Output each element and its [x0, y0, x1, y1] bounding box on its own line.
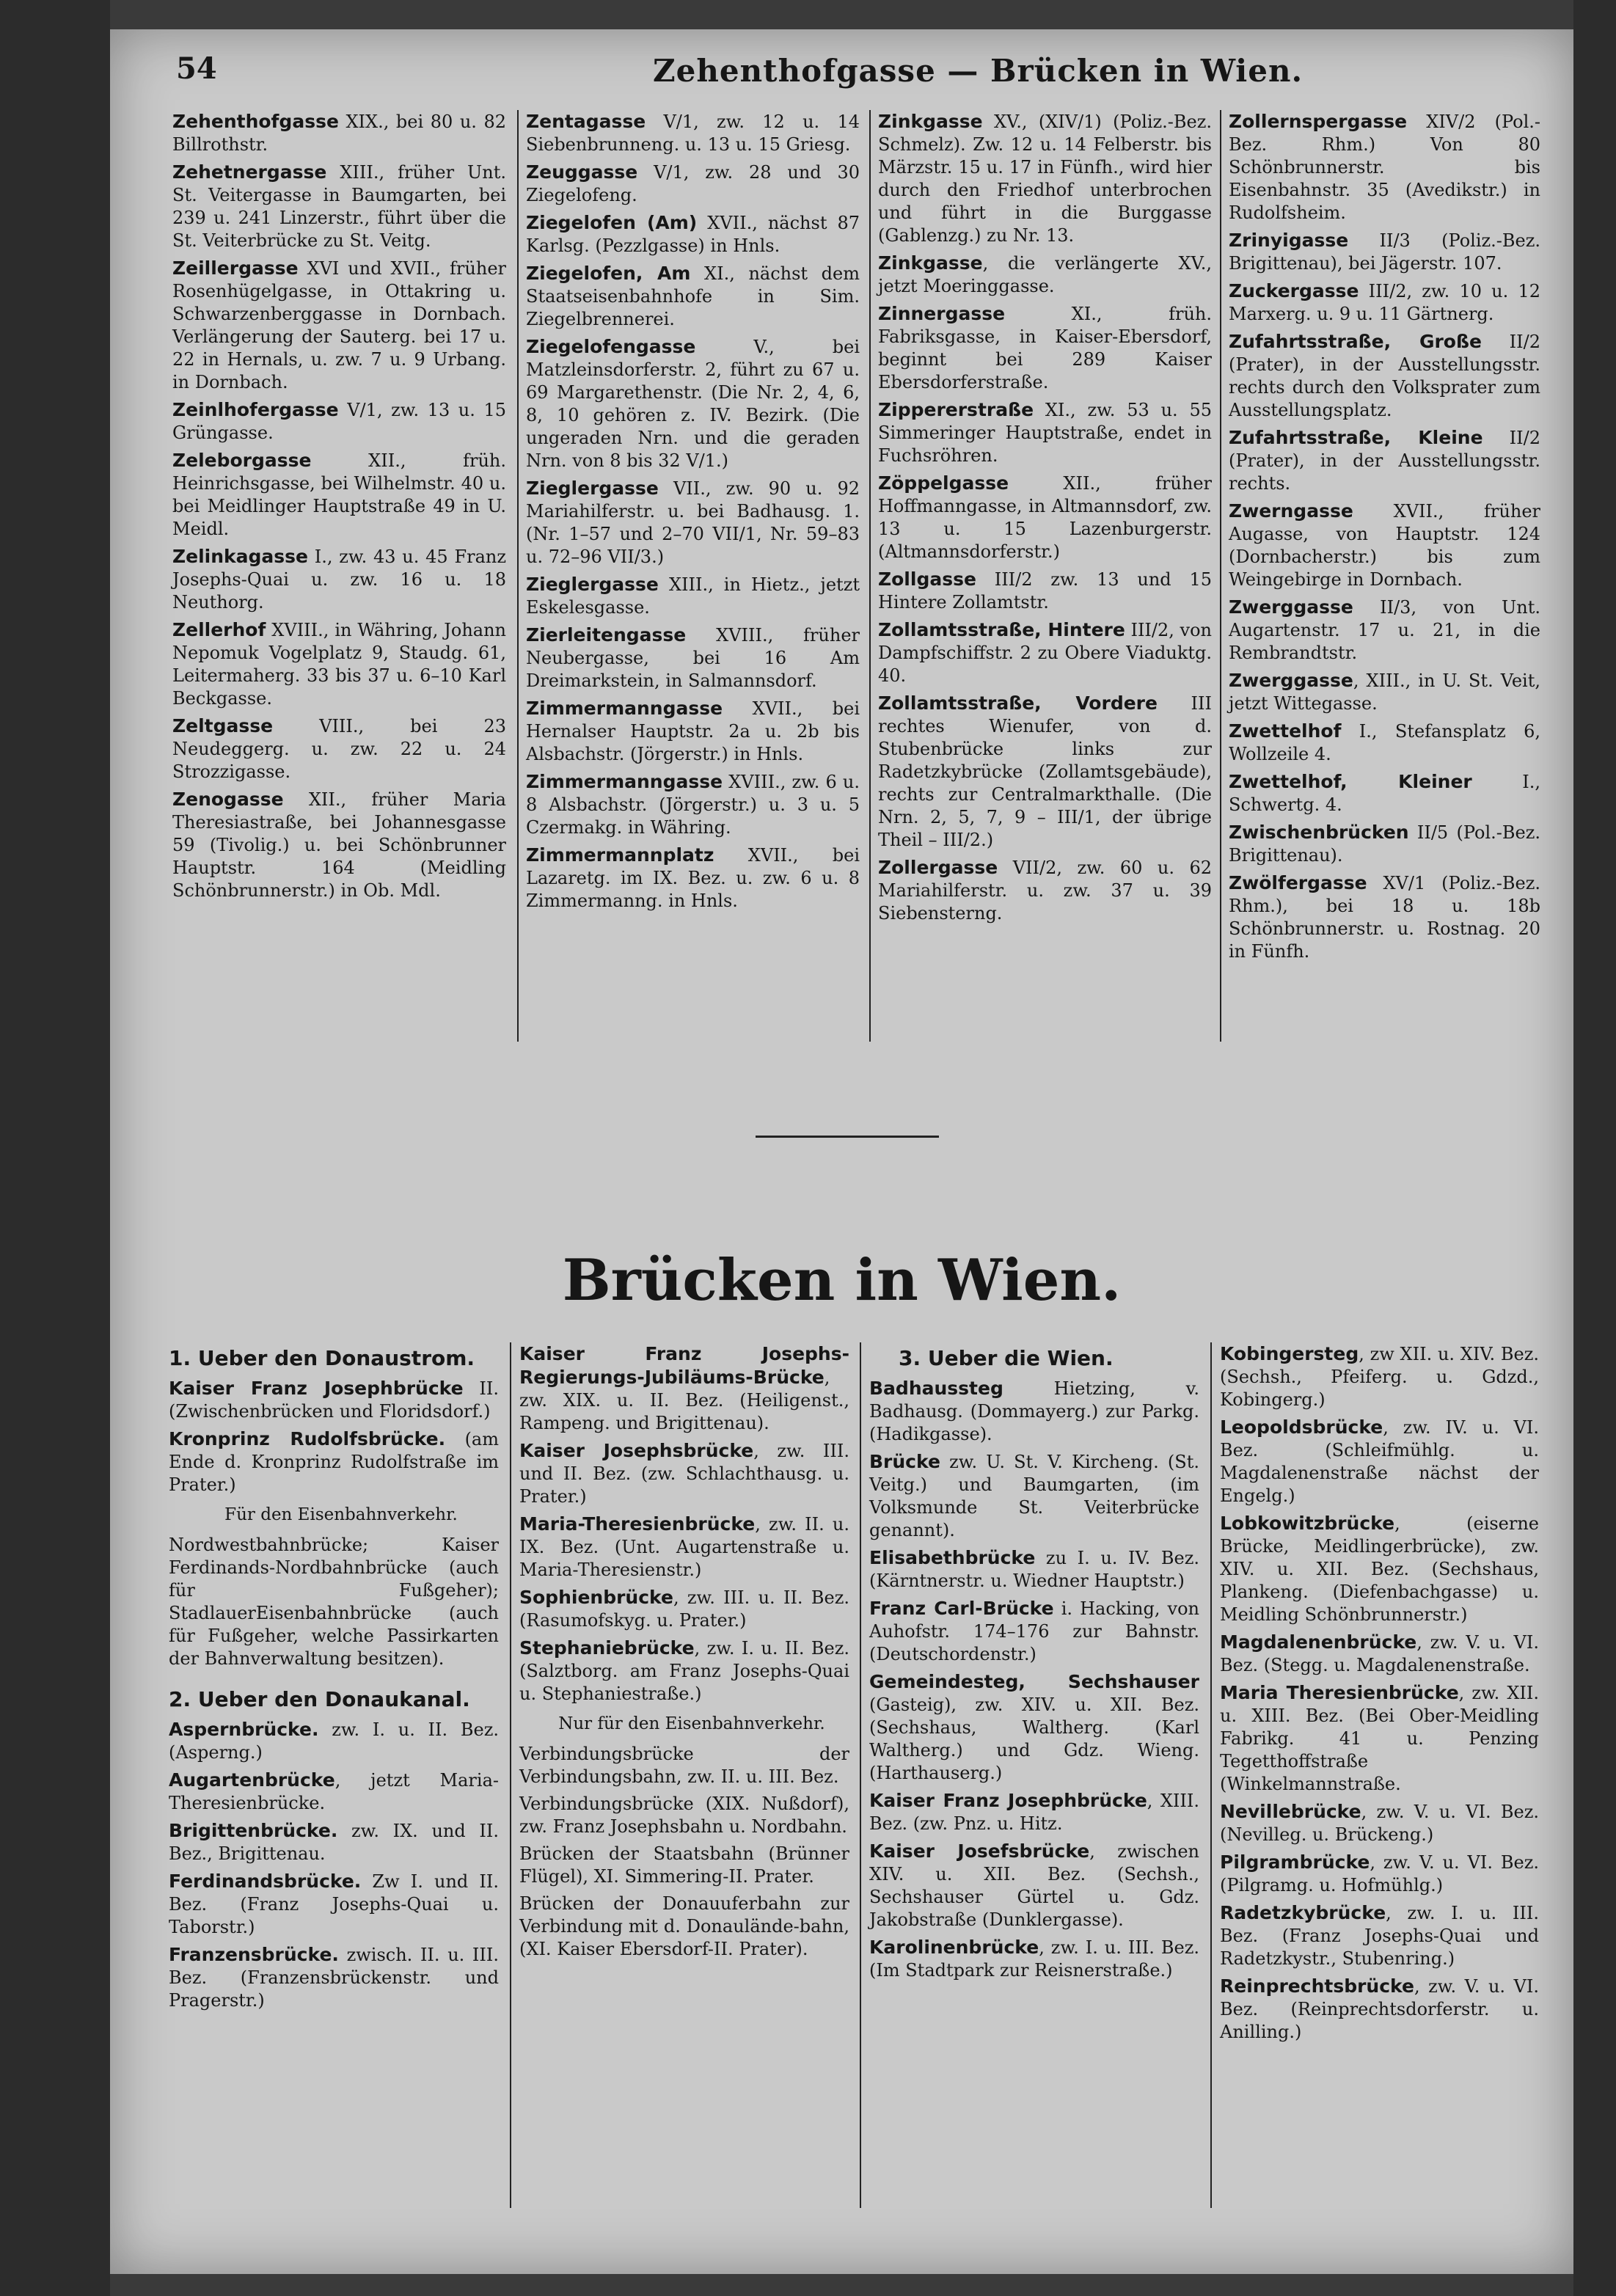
- rail-bridge-entry: Verbindungsbrücke der Verbindungsbahn, zw. II. u. III. Bez.: [519, 1744, 849, 1787]
- bridge-entry-heading: Nevillebrücke: [1220, 1801, 1361, 1822]
- street-entry-text: XVII., nächst 87 Karlsg. (Pezzlgasse) in Hnls.: [526, 213, 860, 256]
- street-entry-heading: Zeillergasse: [172, 257, 299, 279]
- street-entry: [878, 252, 1212, 298]
- column-rule: [869, 110, 871, 1042]
- street-entry-heading: Zwerngasse: [1229, 500, 1353, 522]
- street-entry-text: XIII., in Hietz., jetzt Eskelesgasse.: [526, 574, 860, 618]
- street-column-4: [1229, 110, 1540, 968]
- bridge-entry-heading: Kaiser Franz Josephs-Regierungs-Jubiläums-Brücke: [519, 1343, 849, 1388]
- street-entry-text: VII/2, zw. 60 u. 62 Mariahilferstr. u. zw. 37 u. 39 Siebensterng.: [878, 858, 1212, 924]
- bridge-entry-text: II. (Zwischenbrücken und Floridsdorf.): [169, 1378, 499, 1422]
- street-entry-text: V/1, zw. 12 u. 14 Siebenbrunneng. u. 13 u. 15 Griesg.: [526, 111, 860, 155]
- bridge-entry: [1220, 1800, 1539, 1846]
- street-entry: [878, 472, 1212, 563]
- street-entry: [878, 110, 1212, 247]
- bridge-entry-text: , zw. I. u. III. Bez. (Im Stadtpark zur Reisnerstraße.): [869, 1937, 1199, 1981]
- street-entry: [172, 161, 506, 252]
- street-entry: [878, 856, 1212, 925]
- bridge-entry-text: Zw I. und II. Bez. (Franz Josephs-Quai u. Taborstr.): [169, 1871, 499, 1937]
- bridge-entry-heading: Karolinenbrücke: [869, 1937, 1039, 1958]
- street-entry: [526, 110, 860, 156]
- bridge-entry-text: (am Ende d. Kronprinz Rudolfstraße im Prater.): [169, 1429, 499, 1495]
- street-entry-heading: Zwettelhof, Kleiner: [1229, 771, 1472, 792]
- street-entry-text: XVII., bei Hernalser Hauptstr. 2a u. 2b bis Alsbachstr. (Jörgerstr.) in Hnls.: [526, 698, 860, 764]
- bridge-column-1: [169, 1342, 499, 2017]
- bridge-entry: [1220, 1416, 1539, 1507]
- bridge-column-3: [869, 1342, 1199, 1986]
- street-entry-text: XII., früher Hoffmanngasse, in Altmannsdorf, zw. 13 u. 15 Lazenburgerstr. (Altmannsdorferstr.): [878, 473, 1212, 562]
- street-entry: [878, 568, 1212, 614]
- street-entry-heading: Zierleitengasse: [526, 624, 687, 646]
- bridge-entry: [869, 1936, 1199, 1982]
- street-entry: [526, 770, 860, 839]
- street-entry-text: II/3 (Poliz.-Bez. Brigittenau), bei Jägerstr. 107.: [1229, 230, 1540, 274]
- street-entry-text: III rechtes Wienufer, von d. Stubenbrücke links zur Radetzkybrücke (Zollamtsgebäude), rechts zur Centralmarkthalle. (Die Nrn. 2, 5, 7, 9 – III/1, der übrige Theil – III/2.): [878, 693, 1212, 850]
- bridge-entry-heading: Aspernbrücke.: [169, 1719, 319, 1740]
- street-entry-heading: Zinkgasse: [878, 252, 983, 274]
- street-entry-heading: Zimmermanngasse: [526, 771, 723, 792]
- bridge-entry-heading: Magdalenenbrücke: [1220, 1631, 1417, 1653]
- street-entry-text: XV., (XIV/1) (Poliz.-Bez. Schmelz). Zw. 12 u. 14 Felberstr. bis Märzstr. 15 u. 17 in Fünfh., wird hier durch den Friedhof unterbrochen und führt in die Burggasse (Gablenzg.) zu Nr. 13.: [878, 111, 1212, 246]
- bridge-entry: [519, 1342, 849, 1435]
- subheading-rail: Für den Eisenbahnverkehr.: [224, 1505, 458, 1524]
- right-scan-margin: [1573, 0, 1616, 2296]
- bridge-entry-text: zw. IX. und II. Bez., Brigittenau.: [169, 1821, 499, 1864]
- bridge-entry: [519, 1586, 849, 1632]
- bridge-entry-heading: Kaiser Josephsbrücke: [519, 1440, 754, 1461]
- bridge-entry-text: , zw. I. u. II. Bez. (Salztborg. am Franz Josephs-Quai u. Stephaniestraße.): [519, 1638, 849, 1704]
- bridge-entry: [869, 1450, 1199, 1542]
- street-entry-text: V/1, zw. 28 und 30 Ziegelofeng.: [526, 162, 860, 205]
- street-entry: [172, 449, 506, 541]
- street-entry-heading: Zwölfergasse: [1229, 872, 1367, 893]
- street-entry: [1229, 770, 1540, 816]
- street-entry: [1229, 426, 1540, 495]
- bridge-entry-text: , zw. V. u. VI. Bez. (Reinprechtsdorferstr. u. Anilling.): [1220, 1976, 1539, 2042]
- street-entry-heading: Zufahrtsstraße, Kleine: [1229, 427, 1483, 448]
- street-entry-heading: Zwettelhof: [1229, 720, 1342, 742]
- bridge-entry-text: , zw. III. und II. Bez. (zw. Schlachthausg. u. Prater.): [519, 1441, 849, 1507]
- rail-bridge-entry: Brücken der Staatsbahn (Brünner Flügel), XI. Simmering-II. Prater.: [519, 1843, 849, 1887]
- street-entry: [1229, 871, 1540, 963]
- rail-bridges-text: Nordwestbahnbrücke; Kaiser Ferdinands-Nordbahnbrücke (auch für Fußgeher); StadlauerEisenbahnbrücke (auch für Fußgeher, welche Passirkarten der Bahnverwaltung besitzen).: [169, 1535, 499, 1669]
- bridge-entry-text: zu I. u. IV. Bez. (Kärntnerstr. u. Wiedner Hauptstr.): [869, 1548, 1199, 1591]
- bridge-entry: [1220, 1681, 1539, 1796]
- street-entry: [1229, 821, 1540, 867]
- street-entry-heading: Zimmermannplatz: [526, 844, 714, 866]
- bridge-entry-text: (Gasteig), zw. XIV. u. XII. Bez. (Sechshaus, Waltherg. (Karl Waltherg.) und Gdz. Wieng. (Harthauserg.): [869, 1694, 1199, 1783]
- street-column-2: [526, 110, 860, 917]
- bridge-entry-heading: Radetzkybrücke: [1220, 1902, 1386, 1923]
- street-entry: [1229, 500, 1540, 591]
- bridge-entry-text: , XIII. Bez. (zw. Pnz. u. Hitz.: [869, 1791, 1199, 1834]
- street-entry: [1229, 279, 1540, 326]
- street-entry-heading: Ziegelofen, Am: [526, 263, 691, 284]
- street-entry-heading: Ziegelofen (Am): [526, 212, 698, 233]
- street-entry: [526, 573, 860, 619]
- column-rule: [1220, 110, 1221, 1042]
- heading-donaustrom: 1. Ueber den Donaustrom.: [169, 1346, 475, 1370]
- bridge-entry-heading: Gemeindesteg, Sechshauser: [869, 1671, 1199, 1692]
- bridge-entry-heading: Kronprinz Rudolfsbrücke.: [169, 1428, 446, 1449]
- street-entry-text: XVII., bei Lazaretg. im IX. Bez. u. zw. 6 u. 8 Zimmermanng. in Hnls.: [526, 845, 860, 911]
- street-entry-text: III/2 zw. 13 und 15 Hintere Zollamtstr.: [878, 569, 1212, 613]
- street-entry-heading: Zinnergasse: [878, 303, 1006, 324]
- bridge-entry-text: , zw. I. u. III. Bez. (Franz Josephs-Quai und Radetzkystr., Stubenring.): [1220, 1903, 1539, 1969]
- street-entry-text: XIII., früher Unt. St. Veitergasse in Baumgarten, bei 239 u. 241 Linzerstr., führt über die St. Veiterbrücke zu St. Veitg.: [172, 162, 506, 251]
- street-entry-heading: Zenogasse: [172, 789, 284, 810]
- street-entry-heading: Zollamtsstraße, Vordere: [878, 692, 1158, 714]
- bridge-entry: [1220, 1901, 1539, 1970]
- street-entry-text: XVII., früher Augasse, von Hauptstr. 124 (Dornbacherstr.) bis zum Weingebirge in Dornbach.: [1229, 501, 1540, 590]
- bridge-entry-heading: Franz Carl-Brücke: [869, 1598, 1054, 1619]
- street-entry-text: V/1, zw. 13 u. 15 Grüngasse.: [172, 400, 506, 443]
- street-column-1: [172, 110, 506, 907]
- street-entry: [526, 335, 860, 472]
- bridge-entry: [1220, 1512, 1539, 1626]
- street-entry-text: III/2, zw. 10 u. 12 Marxerg. u. 9 u. 11 Gärtnerg.: [1229, 281, 1540, 324]
- bridge-entry-text: , jetzt Maria-Theresienbrücke.: [169, 1770, 499, 1813]
- street-entry-heading: Zöppelgasse: [878, 472, 1009, 494]
- page-header: [176, 51, 1540, 103]
- bridge-entry-text: , zw. XII. u. XIII. Bez. (Bei Ober-Meidling Fabrikg. 41 u. Penzing Tegetthoffstraße (Winkelmannstraße.: [1220, 1683, 1539, 1794]
- street-entry-text: XVI und XVII., früher Rosenhügelgasse, in Ottakring u. Schwarzenberggasse in Dornbach. Verlängerung der Sauterg. bei 17 u. 22 in Hernals, u. zw. 7 u. 9 Urbang. in Dornbach.: [172, 258, 506, 392]
- left-scan-margin: [0, 0, 110, 2296]
- street-entry: [1229, 330, 1540, 422]
- bridge-entry: [169, 1943, 499, 2012]
- bridge-entry-text: , zw. V. u. VI. Bez. (Pilgramg. u. Hofmühlg.): [1220, 1852, 1539, 1895]
- street-entry: [526, 844, 860, 913]
- street-entry: [172, 618, 506, 710]
- street-column-3: [878, 110, 1212, 929]
- street-entry-text: XV/1 (Poliz.-Bez. Rhm.), bei 18 u. 18b Schönbrunnerstr. u. Rostnag. 20 in Fünfh.: [1229, 873, 1540, 962]
- bridge-entry-text: , zw. XIX. u. II. Bez. (Heiligenst., Rampeng. und Brigittenau).: [519, 1367, 849, 1433]
- heading-donaukanal: 2. Ueber den Donaukanal.: [169, 1687, 470, 1711]
- bridge-entry-heading: Lobkowitzbrücke: [1220, 1513, 1395, 1534]
- bridge-entry-heading: Maria-Theresienbrücke: [519, 1513, 756, 1535]
- bridge-entry: [869, 1546, 1199, 1593]
- bridge-entry: [519, 1439, 849, 1508]
- street-entry-text: XI., zw. 53 u. 55 Simmeringer Hauptstraße, endet in Fuchsröhren.: [878, 400, 1212, 466]
- bridge-entry: [169, 1870, 499, 1939]
- heading-wien: 3. Ueber die Wien.: [899, 1346, 1114, 1370]
- bridge-entry-text: , zw. V. u. VI. Bez. (Stegg. u. Magdalenenstraße.: [1220, 1632, 1539, 1675]
- street-entry-text: II/2 (Prater), in der Ausstellungsstr. rechts durch den Volksprater zum Ausstellungsplatz.: [1229, 332, 1540, 420]
- street-entry-text: I., Schwertg. 4.: [1229, 772, 1540, 815]
- bridge-entry-heading: Brücke: [869, 1451, 940, 1472]
- street-entry-heading: Zollgasse: [878, 568, 976, 590]
- section-title: Brücken in Wien.: [562, 1247, 1122, 1314]
- bridge-entry-text: zw. I. u. II. Bez. (Asperng.): [169, 1719, 499, 1763]
- street-entry-heading: Zeleborgasse: [172, 450, 312, 471]
- street-entry-heading: Zeuggasse: [526, 161, 638, 183]
- street-entry-text: XVIII., in Währing, Johann Nepomuk Vogelplatz 9, Staudg. 61, Leitermaherg. 33 bis 37 u. 6–10 Karl Beckgasse.: [172, 620, 506, 709]
- street-entry: [172, 257, 506, 394]
- street-entry: [526, 161, 860, 207]
- street-entry-heading: Zwerggasse: [1229, 596, 1353, 618]
- bridge-entry: [1220, 1975, 1539, 2044]
- street-entry-heading: Zuckergasse: [1229, 280, 1359, 301]
- street-entry-heading: Zeinlhofergasse: [172, 399, 339, 420]
- street-entry-heading: Ziegelofengasse: [526, 336, 696, 357]
- bridge-entry: [169, 1769, 499, 1815]
- street-entry-text: I., zw. 43 u. 45 Franz Josephs-Quai u. zw. 16 u. 18 Neuthorg.: [172, 546, 506, 613]
- street-entry-heading: Zehenthofgasse: [172, 111, 339, 132]
- street-entry-text: VII., zw. 90 u. 92 Mariahilferstr. u. bei Badhausg. 1. (Nr. 1–57 und 2–70 VII/1, Nr. 59–83 u. 72–96 VII/3.): [526, 478, 860, 567]
- street-entry-heading: Zufahrtsstraße, Große: [1229, 331, 1482, 352]
- street-entry-text: XI., früh. Fabriksgasse, in Kaiser-Ebersdorf, beginnt bei 289 Kaiser Ebersdorferstraße.: [878, 304, 1212, 392]
- bridge-entry-heading: Kaiser Franz Josephbrücke: [869, 1790, 1147, 1811]
- column-rule: [510, 1342, 511, 2208]
- bridge-column-4: [1220, 1342, 1539, 2048]
- street-entry-heading: Zieglergasse: [526, 574, 659, 595]
- bridge-entry-heading: Leopoldsbrücke: [1220, 1416, 1383, 1438]
- street-entry-heading: Zollernspergasse: [1229, 111, 1408, 132]
- street-entry-heading: Zellerhof: [172, 619, 266, 640]
- bridge-entry-heading: Kobingersteg: [1220, 1343, 1359, 1364]
- rail-bridge-entry: Brücken der Donauuferbahn zur Verbindung mit d. Donaulände-bahn, (XI. Kaiser Ebersdorf-II. Prater).: [519, 1893, 849, 1959]
- bridge-entry-heading: Badhaussteg: [869, 1378, 1003, 1399]
- street-entry: [526, 211, 860, 257]
- street-entry-text: V., bei Matzleinsdorferstr. 2, führt zu 67 u. 69 Margarethenstr. (Die Nr. 2, 4, 6, 8, 10 gehören z. IV. Bezirk. (Die ungeraden Nrn. und die geraden Nrn. von 8 bis 32 V/1.): [526, 337, 860, 471]
- street-entry: [172, 788, 506, 902]
- street-entry-text: XII., früher Maria Theresiastraße, bei Johannesgasse 59 (Tivolig.) u. bei Schönbrunner Hauptstr. 164 (Meidling Schönbrunnerstr.) in Ob. Mdl.: [172, 789, 506, 901]
- bridge-entry-text: , zw. IV. u. VI. Bez. (Schleifmühlg. u. Magdalenenstraße nächst der Engelg.): [1220, 1417, 1539, 1506]
- section-separator: [756, 1136, 939, 1138]
- page-number: 54: [176, 51, 217, 86]
- street-entry-heading: Zollergasse: [878, 857, 998, 878]
- street-entry-heading: Zrinyigasse: [1229, 230, 1349, 251]
- street-entry-text: XIX., bei 80 u. 82 Billrothstr.: [172, 111, 506, 155]
- street-entry-heading: Zentagasse: [526, 111, 646, 132]
- bridge-entry-heading: Sophienbrücke: [519, 1587, 673, 1608]
- bridge-entry-heading: Kaiser Josefsbrücke: [869, 1840, 1090, 1862]
- street-entry-text: XVIII., zw. 6 u. 8 Alsbachstr. (Jörgerstr.) u. 3 u. 5 Czermakg. in Währing.: [526, 772, 860, 838]
- bridge-entry: [169, 1377, 499, 1423]
- bridge-entry-text: , zwischen XIV. u. XII. Bez. (Sechsh., Sechshauser Gürtel u. Gdz. Jakobstraße (Dunklergasse).: [869, 1841, 1199, 1930]
- bridge-entry-text: , (eiserne Brücke, Meidlingerbrücke), zw. XIV. u. XII. Bez. (Sechshaus, Plankeng. (Diefenbachgasse) u. Meidling Schönbrunnerstr.): [1220, 1513, 1539, 1625]
- bridge-entry-heading: Brigittenbrücke.: [169, 1820, 338, 1841]
- street-entry-text: II/5 (Pol.-Bez. Brigittenau).: [1229, 822, 1540, 866]
- bridge-entry: [869, 1377, 1199, 1446]
- column-rule: [860, 1342, 861, 2208]
- bridge-entry-text: , zw XII. u. XIV. Bez. (Sechsh., Pfeiferg. u. Gdzd., Kobingerg.): [1220, 1344, 1539, 1410]
- street-entry-text: XIV/2 (Pol.-Bez. Rhm.) Von 80 Schönbrunnerstr. bis Eisenbahnstr. 35 (Avedikstr.) in Rudolfsheim.: [1229, 111, 1540, 223]
- bridge-entry-heading: Reinprechtsbrücke: [1220, 1975, 1414, 1997]
- street-entry: [1229, 669, 1540, 715]
- street-entry-text: XVIII., früher Neubergasse, bei 16 Am Dreimarkstein, in Salmannsdorf.: [526, 625, 860, 691]
- document-page: [110, 29, 1573, 2274]
- street-entry: [526, 262, 860, 331]
- street-entry: [172, 714, 506, 783]
- bridge-entry: [519, 1637, 849, 1705]
- street-entry-heading: Zelinkagasse: [172, 546, 308, 567]
- bridge-entry-heading: Elisabethbrücke: [869, 1547, 1036, 1568]
- subheading-rail-only: Nur für den Eisenbahnverkehr.: [558, 1714, 825, 1733]
- street-entry-text: III/2, von Dampfschiffstr. 2 zu Obere Viaduktg. 40.: [878, 620, 1212, 686]
- street-entry-heading: Zieglergasse: [526, 478, 659, 499]
- street-entry-heading: Zwischenbrücken: [1229, 822, 1409, 843]
- bridge-entry: [869, 1670, 1199, 1785]
- street-entry: [1229, 720, 1540, 766]
- bridge-entry-heading: Augartenbrücke: [169, 1769, 335, 1791]
- street-entry-text: I., Stefansplatz 6, Wollzeile 4.: [1229, 721, 1540, 764]
- bridge-entry: [169, 1427, 499, 1496]
- running-head: Zehenthofgasse — Brücken in Wien.: [653, 53, 1304, 89]
- street-entry-heading: Zollamtsstraße, Hintere: [878, 619, 1125, 640]
- street-entry: [1229, 596, 1540, 665]
- street-entry-heading: Zwerggasse: [1229, 670, 1353, 691]
- street-entry: [526, 477, 860, 568]
- street-entry: [526, 624, 860, 692]
- street-entry: [878, 302, 1212, 394]
- bridge-columns: [169, 1342, 1540, 2245]
- bridge-entry-text: , zw. V. u. VI. Bez. (Nevilleg. u. Brückeng.): [1220, 1802, 1539, 1845]
- street-index-columns: [172, 110, 1544, 1049]
- bridge-entry-heading: Stephaniebrücke: [519, 1637, 695, 1659]
- column-rule: [1210, 1342, 1212, 2208]
- bridge-entry-text: , zw. III. u. II. Bez. (Rasumofskyg. u. Prater.): [519, 1587, 849, 1631]
- bridge-entry-text: i. Hacking, von Auhofstr. 174–176 zur Bahnstr. (Deutschordenstr.): [869, 1598, 1199, 1664]
- street-entry-heading: Zippererstraße: [878, 399, 1034, 420]
- bridge-entry-text: Hietzing, v. Badhausg. (Dommayerg.) zur Parkg. (Hadikgasse).: [869, 1378, 1199, 1444]
- bridge-entry: [169, 1718, 499, 1764]
- bridge-entry-text: , zw. II. u. IX. Bez. (Unt. Augartenstraße u. Maria-Theresienstr.): [519, 1514, 849, 1580]
- bridge-entry: [1220, 1851, 1539, 1897]
- street-entry: [526, 697, 860, 766]
- street-entry-heading: Zeltgasse: [172, 715, 274, 736]
- bridge-entry-text: zw. U. St. V. Kircheng. (St. Veitg.) und Baumgarten, (im Volksmunde St. Veiterbrücke genannt).: [869, 1452, 1199, 1540]
- bridge-column-2: [519, 1342, 849, 1965]
- bridge-entry: [169, 1819, 499, 1865]
- bridge-entry: [519, 1513, 849, 1582]
- bridge-entry-text: zwisch. II. u. III. Bez. (Franzensbrückenstr. und Pragerstr.): [169, 1945, 499, 2011]
- street-entry-text: II/3, von Unt. Augartenstr. 17 u. 21, in die Rembrandtstr.: [1229, 597, 1540, 663]
- bridge-entry: [1220, 1631, 1539, 1677]
- bridge-entry-heading: Ferdinandsbrücke.: [169, 1871, 362, 1892]
- bridge-entry-heading: Kaiser Franz Josephbrücke: [169, 1378, 464, 1399]
- street-entry-text: , XIII., in U. St. Veit, jetzt Wittegasse.: [1229, 670, 1540, 714]
- column-rule: [517, 110, 519, 1042]
- street-entry: [878, 618, 1212, 687]
- street-entry-text: II/2 (Prater), in der Ausstellungsstr. rechts.: [1229, 428, 1540, 494]
- bridge-entry: [869, 1840, 1199, 1931]
- street-entry: [878, 398, 1212, 467]
- street-entry-text: XI., nächst dem Staatseisenbahnhofe in Sim. Ziegelbrennerei.: [526, 263, 860, 329]
- rail-bridge-entry: Verbindungsbrücke (XIX. Nußdorf), zw. Franz Josephsbahn u. Nordbahn.: [519, 1794, 849, 1837]
- street-entry-heading: Zehetnergasse: [172, 161, 327, 183]
- street-entry: [172, 110, 506, 156]
- bridge-entry-heading: Pilgrambrücke: [1220, 1851, 1370, 1873]
- street-entry: [1229, 229, 1540, 275]
- street-entry-text: XII., früh. Heinrichsgasse, bei Wilhelmstr. 40 u. bei Meidlinger Hauptstraße 49 in U. Meidl.: [172, 450, 506, 539]
- street-entry-heading: Zinkgasse: [878, 111, 983, 132]
- street-entry: [878, 692, 1212, 852]
- street-entry-text: , die verlängerte XV., jetzt Moeringgasse.: [878, 253, 1212, 296]
- street-entry-text: VIII., bei 23 Neudeggerg. u. zw. 22 u. 24 Strozzigasse.: [172, 716, 506, 782]
- bridge-entry: [869, 1789, 1199, 1835]
- bridge-entry-heading: Maria Theresienbrücke: [1220, 1682, 1459, 1703]
- street-entry: [172, 545, 506, 614]
- street-entry: [172, 398, 506, 445]
- street-entry: [1229, 110, 1540, 224]
- bridge-entry-heading: Franzensbrücke.: [169, 1944, 339, 1965]
- bridge-entry: [1220, 1342, 1539, 1411]
- bridge-entry: [869, 1597, 1199, 1666]
- street-entry-heading: Zimmermanngasse: [526, 698, 723, 719]
